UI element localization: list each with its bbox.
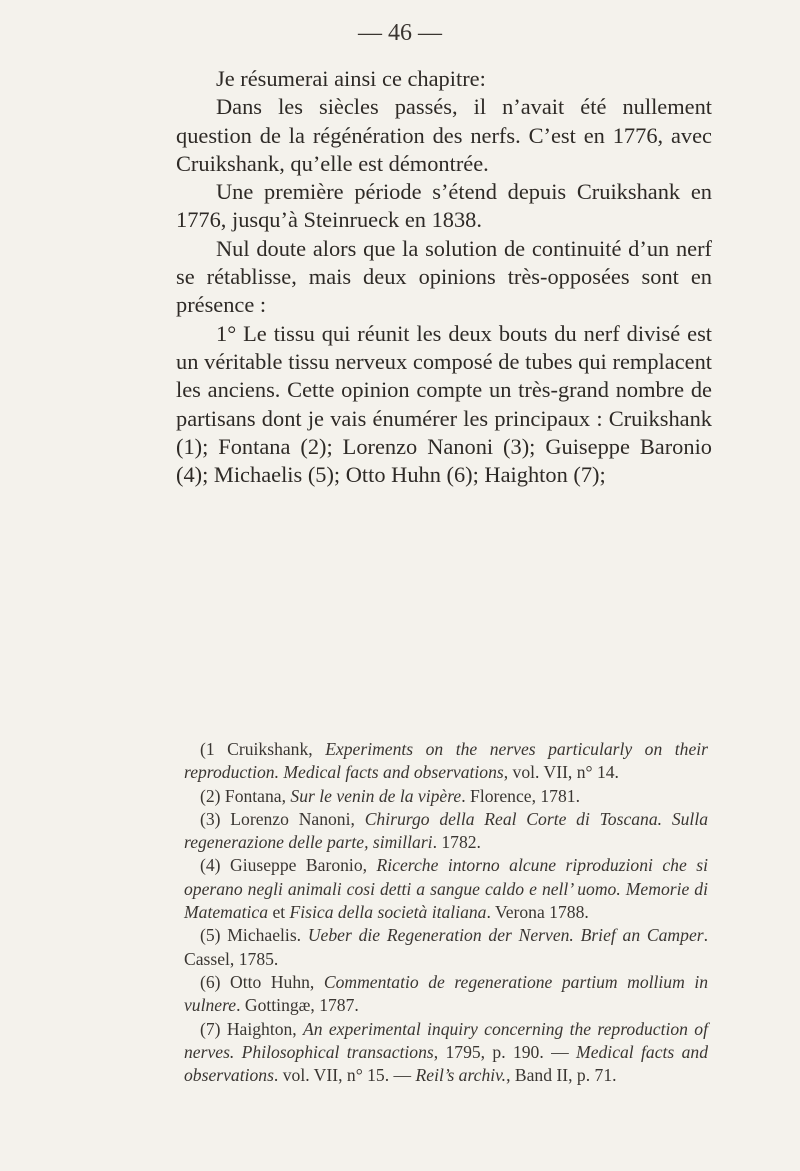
footnote-4-title: Ricerche intorno alcune riproduzioni che si operano negli animali cosi detti a sangue caldo e nell’ uomo. Memorie di Matematica [184, 855, 708, 923]
footnote-7-detail-2: . vol. VII, n° 15. — [273, 1065, 416, 1086]
footnote-3-title: Chirurgo della Real Corte di Toscana. Sulla regenerazione delle parte, simillari [184, 808, 708, 853]
paragraph-first-opinion: 1° Le tissu qui réunit les deux bouts du nerf divisé est un véritable tissu nerveux composé de tubes qui remplacent les anciens. Cette opinion compte un très-grand nombre de partisans dont je vais énumérer les principaux : Cruikshank (1); Fontana (2); Lorenzo Nanoni (3); Guiseppe Baronio (4); Michaelis (5); Otto Huhn (6); Haighton (7); [176, 320, 712, 488]
footnote-4-conjunction: et [268, 902, 290, 923]
footnote-5 [184, 924, 708, 971]
footnote-7 [184, 1018, 708, 1088]
page-number: — 46 — [358, 20, 442, 46]
footnote-3 [184, 808, 708, 855]
footnote-7-detail-3: , Band II, p. 71. [506, 1065, 617, 1086]
footnote-7-author: (7) Haighton, [200, 1018, 304, 1039]
footnote-2 [184, 785, 708, 808]
footnote-6-title: Commentatio de regeneratione partium mollium in vulnere [184, 971, 708, 1016]
footnote-7-detail: , 1795, p. 190. — [433, 1041, 577, 1062]
paragraph-summary-intro: Je résumerai ainsi ce chapitre: [216, 66, 486, 91]
footnote-6 [184, 971, 708, 1018]
footnote-2-detail: . Florence, 1781. [461, 785, 580, 806]
footnote-6-detail: . Gottingæ, 1787. [236, 995, 359, 1016]
body-text [176, 65, 712, 489]
footnote-4-detail: . Verona 1788. [486, 902, 589, 923]
footnote-4-title-2: Fisica della società italiana [289, 902, 487, 923]
footnote-1-author: (1 Cruikshank, [200, 739, 326, 759]
footnote-6-author: (6) Otto Huhn, [200, 971, 324, 992]
footnote-1-title: Experiments on the nerves particularly on their reproduction. Medical facts and observations [184, 739, 708, 783]
footnote-4 [184, 854, 708, 924]
footnote-4-author: (4) Giuseppe Baronio, [200, 855, 377, 876]
footnote-5-detail: . Cassel, 1785. [184, 925, 709, 969]
footnote-1-detail: , vol. VII, n° 14. [503, 762, 619, 783]
footnotes [184, 738, 708, 1087]
footnote-2-author: (2) Fontana, [200, 785, 291, 806]
paragraph-first-period: Une première période s’étend depuis Cruikshank en 1776, jusqu’à Steinrueck en 1838. [176, 179, 712, 233]
footnote-2-title: Sur le venin de la vipère [290, 785, 462, 806]
footnote-7-title-2: Medical facts and observations [184, 1041, 708, 1086]
footnote-3-author: (3) Lorenzo Nanoni, [200, 808, 365, 829]
paragraph-past-centuries: Dans les siècles passés, il n’avait été nullement question de la régénération des nerfs. C’est en 1776, avec Cruikshank, qu’elle est démontrée. [176, 94, 712, 176]
footnote-3-detail: . 1782. [432, 832, 481, 853]
paragraph-two-opinions: Nul doute alors que la solution de continuité d’un nerf se rétablisse, mais deux opinions très-opposées sont en présence : [176, 235, 712, 318]
footnote-1 [184, 738, 708, 785]
footnote-5-author: (5) Michaelis. [200, 925, 308, 946]
footnote-7-title: An experimental inquiry concerning the reproduction of nerves. Philosophical transactions [184, 1018, 708, 1062]
footnote-7-title-3: Reil’s archiv. [415, 1065, 507, 1086]
footnote-5-title: Ueber die Regeneration der Nerven. Brief an Camper [307, 925, 704, 946]
